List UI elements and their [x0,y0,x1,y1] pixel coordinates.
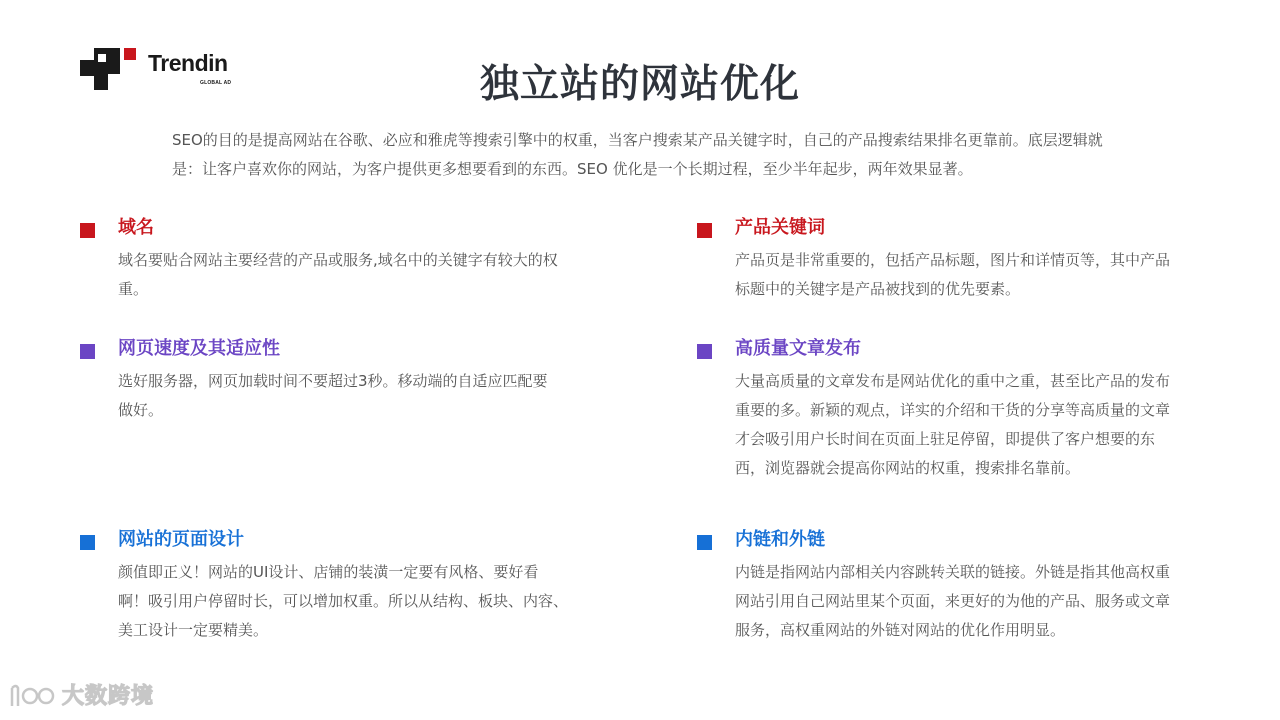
section-domain [80,214,600,304]
square-bullet-icon [80,344,95,359]
section-title: 产品关键词 [735,217,825,238]
section-body: 产品页是非常重要的，包括产品标题，图片和详情页等，其中产品标题中的关键字是产品被找到的优先要素。 [735,251,1171,298]
watermark-text: 大数跨境 [62,684,155,709]
intro-paragraph: SEO的目的是提高网站在谷歌、必应和雅虎等搜索引擎中的权重，当客户搜索某产品关键字时，自己的产品搜索结果排名更靠前。底层逻辑就是：让客户喜欢你的网站，为客户提供更多想要看到的东西。SEO 优化是一个长期过程，至少半年起步，两年效果显著。 [172,131,1103,178]
watermark-logo-icon [8,680,58,714]
section-title: 网站的页面设计 [118,529,244,550]
section-internal-external-links [697,526,1197,645]
section-quality-articles [697,335,1217,483]
section-page-speed [80,335,600,425]
square-bullet-icon [697,535,712,550]
square-bullet-icon [80,535,95,550]
square-bullet-icon [697,223,712,238]
logo-brand-name: Trendin [148,50,228,76]
section-title: 域名 [118,217,154,238]
section-page-design [80,526,600,645]
watermark [8,680,178,714]
section-body: 颜值即正义！网站的UI设计、店铺的装潢一定要有风格、要好看啊！吸引用户停留时长，可以增加权重。所以从结构、板块、内容、美工设计一定要精美。 [118,563,569,639]
section-body: 域名要贴合网站主要经营的产品或服务,域名中的关键字有较大的权重。 [118,251,558,298]
square-bullet-icon [80,223,95,238]
page-title: 独立站的网站优化 [479,62,800,107]
square-bullet-icon [697,344,712,359]
section-product-keywords [697,214,1197,304]
section-title: 高质量文章发布 [735,338,861,359]
logo-tagline: GLOBAL AD [200,80,232,86]
section-title: 内链和外链 [735,529,825,550]
section-body: 选好服务器，网页加载时间不要超过3秒。移动端的自适应匹配要做好。 [118,372,548,419]
section-body: 内链是指网站内部相关内容跳转关联的链接。外链是指其他高权重网站引用自己网站里某个页面，来更好的为他的产品、服务或文章服务，高权重网站的外链对网站的优化作用明显。 [735,563,1171,639]
section-title: 网页速度及其适应性 [118,338,280,359]
section-body: 大量高质量的文章发布是网站优化的重中之重，甚至比产品的发布重要的多。新颖的观点，详实的介绍和干货的分享等高质量的文章才会吸引用户长时间在页面上驻足停留，即提供了客户想要的东西，浏览器就会提高你网站的权重，搜索排名靠前。 [735,372,1171,477]
